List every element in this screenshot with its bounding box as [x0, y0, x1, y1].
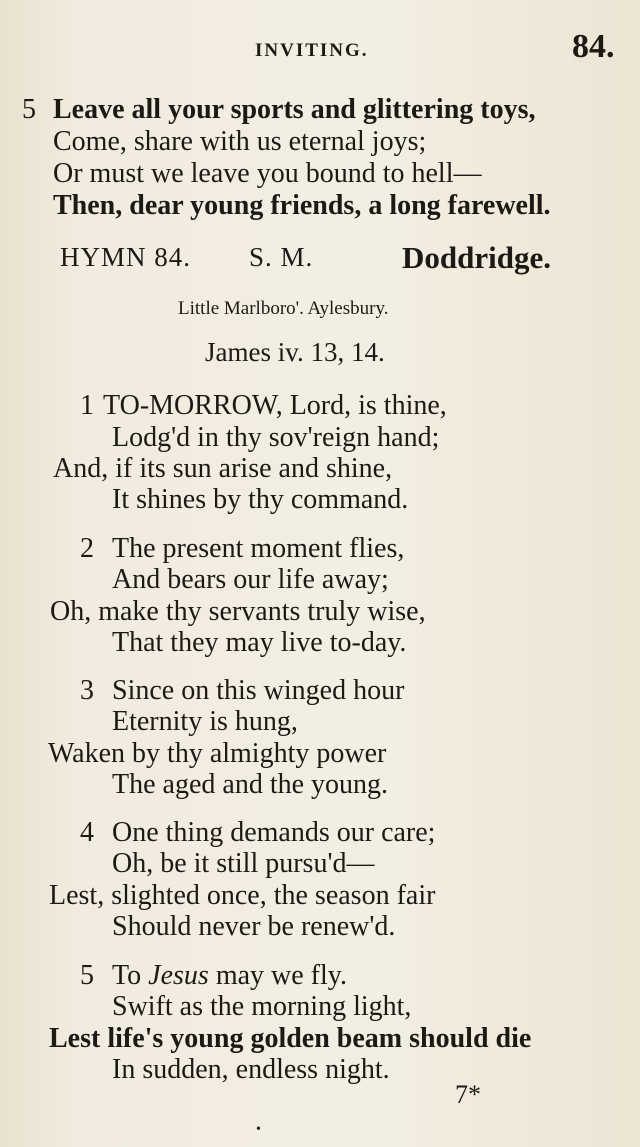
stanza-3-line-3: Waken by thy almighty power	[48, 738, 387, 769]
stanza-5-line-1-italic: Jesus	[148, 960, 209, 991]
stanza-2-line-4: That they may live to-day.	[112, 627, 407, 658]
scripture-reference: James iv. 13, 14.	[205, 337, 385, 367]
prev-stanza-line-4: Then, dear young friends, a long farewell.	[53, 190, 551, 221]
stanza-2-number: 2	[80, 533, 94, 564]
stanza-5-line-2: Swift as the morning light,	[112, 991, 412, 1022]
stanza-4-line-1: One thing demands our care;	[112, 817, 436, 848]
hymn-metre: S. M.	[249, 242, 314, 272]
stanza-1-line-2: Lodg'd in thy sov'reign hand;	[112, 422, 440, 453]
stanza-1-line-3: And, if its sun arise and shine,	[53, 453, 393, 484]
tune-names: Little Marlboro'. Aylesbury.	[178, 298, 389, 319]
stanza-4-line-3: Lest, slighted once, the season fair	[49, 880, 436, 911]
stanza-5-line-1-suffix: may we fly.	[208, 960, 347, 991]
hymn-author: Doddridge.	[402, 240, 551, 275]
stanza-1-line-4: It shines by thy command.	[112, 484, 409, 515]
stanza-4-line-2: Oh, be it still pursu'd—	[112, 848, 375, 879]
prev-stanza-line-1: Leave all your sports and glittering toys,	[53, 94, 536, 125]
stanza-5-number: 5	[80, 960, 94, 991]
stanza-3-number: 3	[80, 675, 94, 706]
prev-stanza-line-2: Come, share with us eternal joys;	[53, 126, 427, 157]
stanza-1-line-1: TO-MORROW, Lord, is thine,	[103, 390, 447, 421]
stanza-2-line-1: The present moment flies,	[112, 533, 405, 564]
page-number: 84.	[572, 28, 615, 65]
footer-dot: •	[256, 1122, 261, 1137]
stanza-5-line-4: In sudden, endless night.	[112, 1054, 390, 1085]
stanza-5-line-1	[112, 960, 347, 992]
stanza-3-line-4: The aged and the young.	[112, 769, 389, 800]
prev-stanza-line-3: Or must we leave you bound to hell—	[53, 158, 482, 189]
stanza-2-line-3: Oh, make thy servants truly wise,	[50, 596, 426, 627]
running-head: INVITING.	[255, 40, 369, 61]
stanza-1-number: 1	[80, 390, 94, 421]
stanza-2-line-2: And bears our life away;	[112, 564, 389, 595]
stanza-5-line-3: Lest life's young golden beam should die	[49, 1023, 532, 1054]
prev-stanza-number: 5	[22, 94, 36, 125]
stanza-5-line-1-prefix: To	[112, 960, 149, 991]
signature-mark: 7*	[455, 1080, 481, 1109]
stanza-3-line-1: Since on this winged hour	[112, 675, 405, 706]
stanza-3-line-2: Eternity is hung,	[112, 706, 298, 737]
stanza-4-number: 4	[80, 817, 94, 848]
hymn-title: HYMN 84.	[60, 242, 192, 272]
stanza-4-line-4: Should never be renew'd.	[112, 911, 396, 942]
